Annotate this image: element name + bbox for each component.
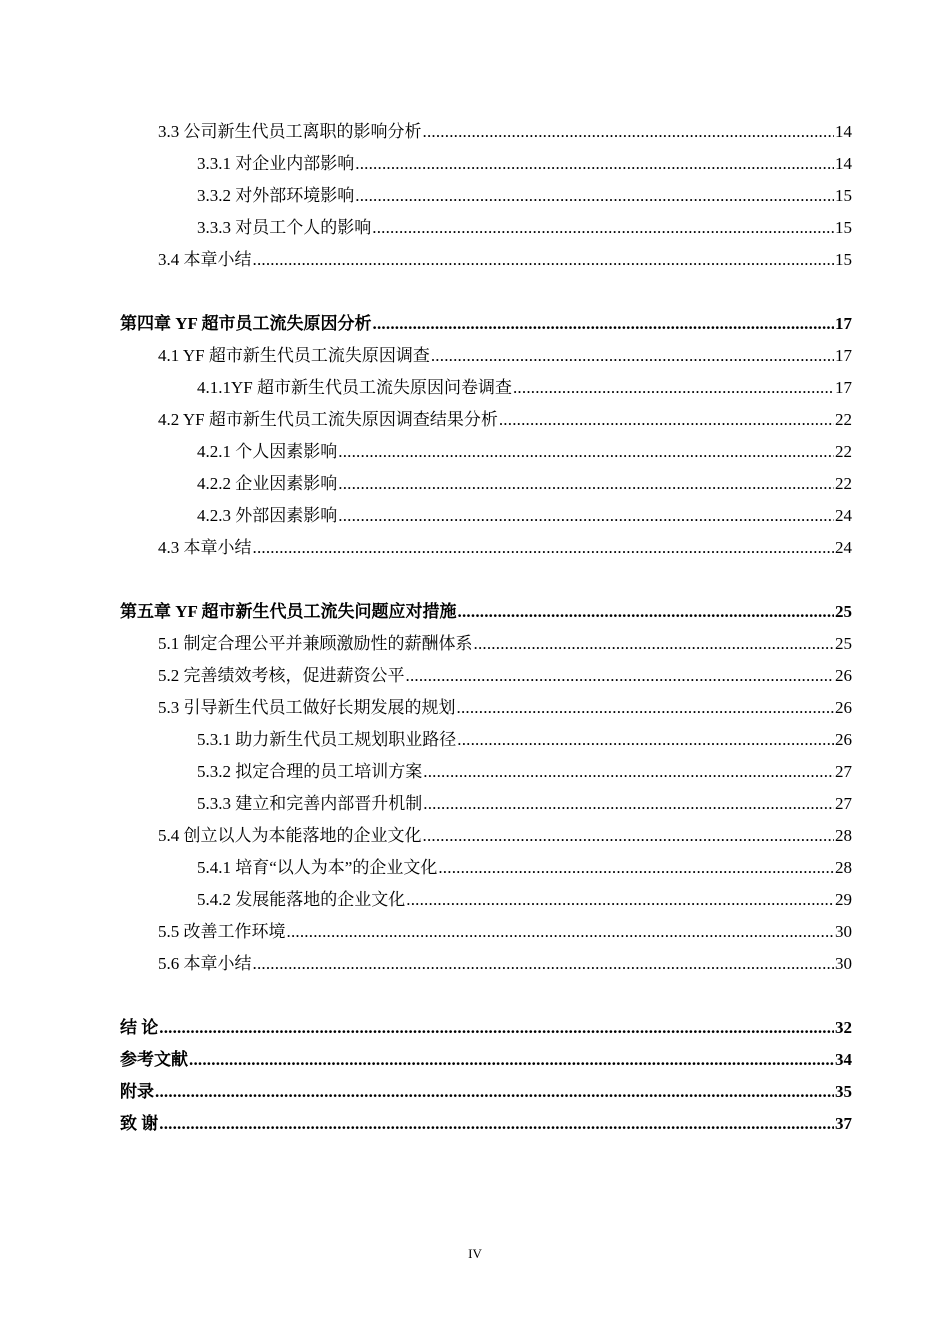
toc-dot-leader <box>189 1044 834 1076</box>
toc-entry-page: 29 <box>835 890 852 909</box>
toc-entry-page: 27 <box>835 794 852 813</box>
toc-entry[interactable] <box>120 1076 852 1108</box>
toc-entry[interactable] <box>120 436 852 468</box>
toc-dot-leader <box>338 468 834 500</box>
toc-entry-title: 4.1.1YF 超市新生代员工流失原因问卷调查 <box>197 378 512 397</box>
toc-entry-title: 4.3 本章小结 <box>158 538 252 557</box>
toc-entry[interactable] <box>120 308 852 340</box>
toc-dot-leader <box>355 148 834 180</box>
toc-entry[interactable] <box>120 372 852 404</box>
toc-entry-title: 参考文献 <box>120 1050 188 1069</box>
toc-entry-page: 14 <box>835 122 852 141</box>
toc-entry-page: 30 <box>835 922 852 941</box>
toc-entry-title: 4.2 YF 超市新生代员工流失原因调查结果分析 <box>158 410 498 429</box>
toc-entry-page: 35 <box>835 1082 852 1101</box>
toc-entry-page: 30 <box>835 954 852 973</box>
toc-entry[interactable] <box>120 1108 852 1140</box>
toc-entry[interactable] <box>120 404 852 436</box>
toc-entry-title: 5.3 引导新生代员工做好长期发展的规划 <box>158 698 456 717</box>
toc-entry[interactable] <box>120 916 852 948</box>
toc-entry-title: 4.2.3 外部因素影响 <box>197 506 338 525</box>
toc-entry-title: 5.3.1 助力新生代员工规划职业路径 <box>197 730 457 749</box>
toc-entry-title: 3.3.3 对员工个人的影响 <box>197 218 372 237</box>
toc-entry[interactable] <box>120 532 852 564</box>
toc-entry-title: 5.6 本章小结 <box>158 954 252 973</box>
toc-entry-page: 17 <box>835 346 852 365</box>
toc-entry-page: 25 <box>835 634 852 653</box>
toc-entry-page: 28 <box>835 858 852 877</box>
toc-dot-leader <box>438 852 834 884</box>
toc-entry-page: 25 <box>835 602 852 621</box>
toc-dot-leader <box>338 500 834 532</box>
toc-entry-page: 22 <box>835 442 852 461</box>
toc-entry-title: 3.3.1 对企业内部影响 <box>197 154 355 173</box>
toc-entry-title: 4.2.2 企业因素影响 <box>197 474 338 493</box>
toc-entry-page: 17 <box>835 314 852 333</box>
toc-entry[interactable] <box>120 1012 852 1044</box>
toc-dot-leader <box>355 180 834 212</box>
toc-entry-title: 5.4.2 发展能落地的企业文化 <box>197 890 406 909</box>
toc-entry-title: 3.3 公司新生代员工离职的影响分析 <box>158 122 422 141</box>
toc-dot-leader <box>253 244 835 276</box>
toc-dot-leader <box>159 1108 834 1140</box>
toc-entry[interactable] <box>120 212 852 244</box>
toc-entry-title: 结 论 <box>120 1018 159 1037</box>
toc-entry[interactable] <box>120 180 852 212</box>
toc-entry-title: 5.1 制定合理公平并兼顾激励性的薪酬体系 <box>158 634 473 653</box>
toc-dot-leader <box>253 948 835 980</box>
toc-dot-leader <box>373 308 834 340</box>
toc-entry[interactable] <box>120 500 852 532</box>
toc-entry[interactable] <box>120 852 852 884</box>
toc-entry-title: 5.4 创立以人为本能落地的企业文化 <box>158 826 422 845</box>
toc-dot-leader <box>457 692 835 724</box>
toc-entry-title: 5.2 完善绩效考核，促进薪资公平 <box>158 666 405 685</box>
toc-entry-page: 22 <box>835 474 852 493</box>
toc-entry-title: 5.3.3 建立和完善内部晋升机制 <box>197 794 423 813</box>
toc-entry-title: 3.3.2 对外部环境影响 <box>197 186 355 205</box>
toc-entry[interactable] <box>120 244 852 276</box>
toc-entry-title: 5.5 改善工作环境 <box>158 922 286 941</box>
toc-entry[interactable] <box>120 820 852 852</box>
toc-dot-leader <box>253 532 835 564</box>
toc-dot-leader <box>406 660 835 692</box>
toc-entry[interactable] <box>120 788 852 820</box>
toc-entry-page: 15 <box>835 250 852 269</box>
table-of-contents <box>120 116 852 1140</box>
toc-entry-page: 26 <box>835 698 852 717</box>
toc-entry-page: 34 <box>835 1050 852 1069</box>
toc-dot-leader <box>423 756 834 788</box>
toc-entry-page: 28 <box>835 826 852 845</box>
toc-dot-leader <box>423 788 834 820</box>
toc-dot-leader <box>159 1012 834 1044</box>
toc-entry[interactable] <box>120 596 852 628</box>
toc-dot-leader <box>513 372 834 404</box>
toc-entry-title: 第五章 YF 超市新生代员工流失问题应对措施 <box>120 602 457 621</box>
toc-entry-title: 致 谢 <box>120 1114 159 1133</box>
toc-dot-leader <box>338 436 834 468</box>
toc-entry-title: 5.3.2 拟定合理的员工培训方案 <box>197 762 423 781</box>
toc-entry-page: 15 <box>835 186 852 205</box>
toc-dot-leader <box>457 724 834 756</box>
toc-entry-page: 27 <box>835 762 852 781</box>
toc-entry-title: 4.2.1 个人因素影响 <box>197 442 338 461</box>
toc-entry-title: 第四章 YF 超市员工流失原因分析 <box>120 314 372 333</box>
toc-entry[interactable] <box>120 692 852 724</box>
toc-entry[interactable] <box>120 884 852 916</box>
toc-dot-leader <box>431 340 834 372</box>
page-number: IV <box>468 1246 482 1261</box>
toc-entry-page: 14 <box>835 154 852 173</box>
toc-entry-title: 3.4 本章小结 <box>158 250 252 269</box>
toc-entry-title: 附录 <box>120 1082 154 1101</box>
toc-entry[interactable] <box>120 1044 852 1076</box>
toc-entry-page: 22 <box>835 410 852 429</box>
toc-entry[interactable] <box>120 116 852 148</box>
toc-entry[interactable] <box>120 628 852 660</box>
toc-dot-leader <box>423 820 835 852</box>
toc-dot-leader <box>474 628 835 660</box>
toc-entry-page: 37 <box>835 1114 852 1133</box>
toc-entry-title: 5.4.1 培育“以人为本”的企业文化 <box>197 858 438 877</box>
toc-entry-title: 4.1 YF 超市新生代员工流失原因调查 <box>158 346 430 365</box>
toc-entry[interactable] <box>120 756 852 788</box>
toc-entry[interactable] <box>120 468 852 500</box>
toc-entry-page: 15 <box>835 218 852 237</box>
toc-entry[interactable] <box>120 660 852 692</box>
toc-entry-page: 24 <box>835 506 852 525</box>
toc-entry[interactable] <box>120 724 852 756</box>
toc-entry-page: 26 <box>835 666 852 685</box>
toc-dot-leader <box>372 212 834 244</box>
toc-dot-leader <box>499 404 834 436</box>
toc-entry[interactable] <box>120 148 852 180</box>
toc-dot-leader <box>423 116 835 148</box>
toc-entry-page: 32 <box>835 1018 852 1037</box>
toc-dot-leader <box>458 596 834 628</box>
toc-dot-leader <box>406 884 834 916</box>
toc-entry[interactable] <box>120 948 852 980</box>
toc-entry-page: 17 <box>835 378 852 397</box>
toc-entry[interactable] <box>120 340 852 372</box>
toc-entry-page: 26 <box>835 730 852 749</box>
toc-dot-leader <box>155 1076 834 1108</box>
toc-dot-leader <box>287 916 835 948</box>
toc-entry-page: 24 <box>835 538 852 557</box>
